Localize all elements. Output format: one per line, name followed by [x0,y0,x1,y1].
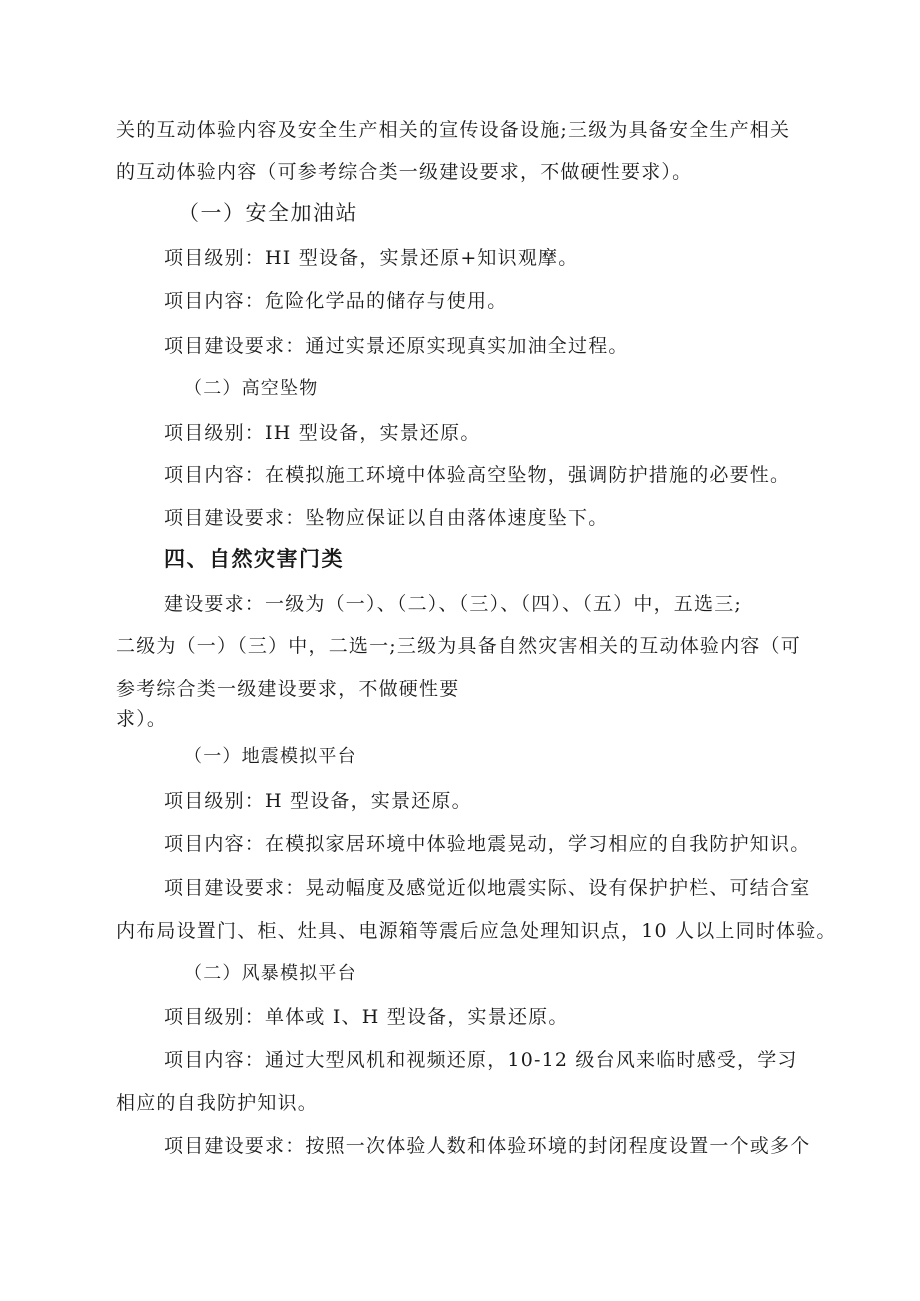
item-requirement: 项目建设要求：通过实景还原实现真实加油全过程。 [164,335,629,357]
item-requirement: 项目建设要求：坠物应保证以自由落体速度坠下。 [164,507,609,529]
section-heading-natural-disasters: 四、自然灾害门类 [164,547,344,571]
item-content: 项目内容：在模拟施工环境中体验高空坠物，强调防护措施的必要性。 [164,464,791,486]
body-line-requirements-cont: 参考综合类一级建设要求，不做硬性要 [116,678,460,700]
item-requirement-cont: 内布局设置门、柜、灶具、电源箱等震后应急处理知识点，10 人以上同时体验。 [116,920,837,942]
body-line-requirements: 建设要求：一级为（一）、（二）、（三）、（四）、（五）中，五选三; [164,593,743,615]
subsection-heading-falling-objects: （二）高空坠物 [184,378,319,399]
subsection-heading-gas-station: （一）安全加油站 [178,201,358,225]
item-content: 项目内容：在模拟家居环境中体验地震晃动，学习相应的自我防护知识。 [164,833,811,855]
body-line-1: 关的互动体验内容及安全生产相关的宣传设备设施;三级为具备安全生产相关 [116,119,791,141]
item-content-cont: 相应的自我防护知识。 [116,1092,319,1114]
subsection-heading-earthquake: （一）地震模拟平台 [184,746,357,767]
body-line-requirements-end: 求）。 [116,708,168,730]
body-line-requirements-cont: 二级为（一）（三）中，二选一;三级为具备自然灾害相关的互动体验内容（可 [116,635,801,657]
item-content: 项目内容：危险化学品的储存与使用。 [164,290,508,312]
item-level: 项目级别：HI 型设备，实景还原+知识观摩。 [164,247,579,269]
item-requirement: 项目建设要求：按照一次体验人数和体验环境的封闭程度设置一个或多个 [164,1135,811,1157]
item-requirement: 项目建设要求：晃动幅度及感觉近似地震实际、设有保护护栏、可结合室 [164,877,811,899]
item-level: 项目级别：单体或 I、H 型设备，实景还原。 [164,1006,569,1028]
item-level: 项目级别：IH 型设备，实景还原。 [164,422,481,444]
item-content: 项目内容：通过大型风机和视频还原，10-12 级台风来临时感受，学习 [164,1049,798,1071]
body-line-2: 的互动体验内容（可参考综合类一级建设要求，不做硬性要求）。 [116,161,693,183]
item-level: 项目级别：H 型设备，实景还原。 [164,790,472,812]
subsection-heading-storm: （二）风暴模拟平台 [184,963,357,984]
